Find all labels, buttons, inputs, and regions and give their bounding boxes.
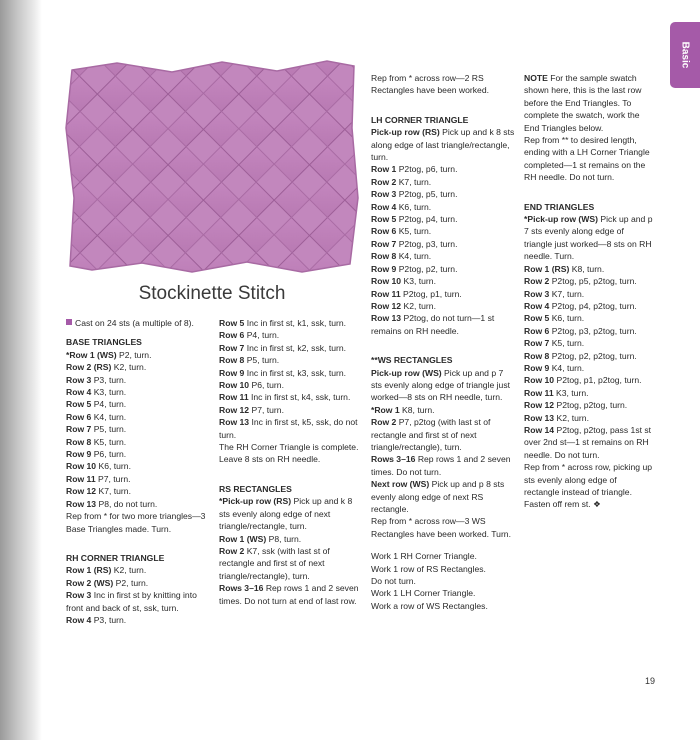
row-label: Row 12	[524, 400, 555, 411]
row-label: Row 3	[524, 288, 550, 299]
row-label: Row 5	[219, 318, 245, 328]
row-text: K6, turn.	[549, 313, 585, 324]
instruction-row	[219, 342, 364, 354]
instruction-row	[219, 379, 364, 391]
section-heading: BASE TRIANGLES	[66, 337, 142, 348]
row-label: Row 6	[219, 330, 245, 341]
row-text: P7, turn.	[95, 473, 131, 484]
instruction-text: Work a row of WS Rectangles.	[371, 600, 488, 611]
instruction-text: Rep from ** to desired length, ending with a LH Corner Triangle completed—1 st remains on the RH needle. Do not turn.	[524, 135, 650, 183]
row-label: Row 13	[219, 417, 250, 428]
section-heading: END TRIANGLES	[524, 201, 595, 212]
row-text: K2, turn.	[554, 412, 589, 423]
row-label: Rows 3–16	[371, 454, 416, 465]
row-text: Rep rows 1 and 2 seven times. Do not turn at end of last row.	[219, 583, 359, 606]
cast-on-note: Cast on 24 sts (a multiple of 8).	[66, 317, 211, 329]
row-text: Inc in first st, k5, ssk, do not turn.	[219, 417, 358, 440]
section-heading: RH CORNER TRIANGLE	[66, 552, 165, 563]
instructions-column-4	[524, 72, 654, 511]
row-label: Row 5	[66, 399, 92, 410]
row-label: Row 2	[219, 545, 245, 556]
instruction-row	[219, 545, 364, 582]
row-text: K7, ssk (with last st of rectangle and first st of next triangle/rectangle), turn.	[219, 545, 330, 581]
row-text: Pick up and p 8 sts evenly along edge of next RS rectangle.	[371, 479, 505, 514]
row-label: Row 3	[66, 590, 92, 601]
row-label: Row 1 (RS)	[524, 263, 570, 274]
instruction-row	[371, 416, 516, 453]
instruction-row	[66, 473, 211, 485]
instruction-row	[524, 399, 654, 411]
row-label: Row 7	[66, 424, 92, 435]
instruction-row	[524, 275, 654, 287]
instruction-row	[371, 188, 516, 200]
row-label: Row 6	[66, 411, 92, 422]
row-label: Next row (WS)	[371, 479, 430, 490]
row-label: Row 3	[371, 189, 397, 200]
row-text: K6, turn.	[396, 201, 432, 212]
row-text: P6, turn.	[249, 380, 284, 391]
row-text: P2tog, p6, turn.	[396, 164, 458, 175]
row-label: Row 13	[66, 498, 97, 509]
row-label: Row 11	[371, 288, 401, 299]
row-text: P3, turn.	[91, 614, 127, 625]
row-label: Row 9	[524, 362, 550, 373]
row-label: Row 7	[524, 338, 550, 349]
instruction-row	[524, 337, 654, 349]
spacer	[371, 97, 516, 107]
spacer	[219, 466, 364, 476]
row-text: P2, turn.	[113, 577, 149, 588]
row-label: Row 5	[371, 214, 397, 225]
row-label: Rows 3–16	[219, 583, 264, 594]
row-text: P2tog, p1, p2tog, turn.	[554, 375, 642, 386]
bullet-square-icon	[66, 319, 72, 325]
instruction-row	[66, 498, 211, 510]
row-text: P2tog, p3, turn.	[396, 238, 458, 249]
row-label: Row 14	[524, 424, 555, 435]
row-text: P2tog, p5, turn.	[396, 189, 458, 200]
row-text: P2tog, p5, p2tog, turn.	[549, 276, 637, 287]
row-label: Row 12	[219, 404, 250, 415]
row-text: K7, turn.	[549, 288, 585, 299]
instruction-row	[524, 213, 654, 263]
row-label: Row 2	[371, 176, 397, 187]
row-text: P2tog, p2tog, turn.	[554, 400, 628, 411]
row-label: Row 4	[66, 387, 92, 398]
instruction-text: Rep from * across row—3 WS Rectangles have been worked. Turn.	[371, 516, 511, 539]
section-tab	[670, 22, 700, 88]
book-spine-shadow	[0, 0, 42, 740]
row-text: P5, turn.	[91, 424, 127, 435]
row-label: Row 4	[524, 300, 550, 311]
row-text: P2tog, p1, turn.	[400, 288, 462, 299]
row-text: Pick up and k 8 sts evenly along edge of next triangle/rectangle, turn.	[219, 496, 353, 532]
instruction-row	[524, 288, 654, 300]
instruction-row	[371, 478, 516, 515]
row-text: P2tog, p2, turn.	[396, 263, 458, 274]
row-text: K8, turn.	[399, 404, 435, 415]
spacer	[371, 337, 516, 347]
row-label: Pick-up row (RS)	[371, 127, 440, 138]
row-text: Pick up and p 7 sts evenly along edge of triangle just worked—8 sts on RH needle, turn.	[371, 367, 511, 403]
row-label: Row 11	[524, 387, 554, 398]
instruction-row	[524, 387, 654, 399]
instruction-row	[219, 404, 364, 416]
row-label: Row 11	[66, 473, 96, 484]
row-text: P2tog, p4, p2tog, turn.	[549, 300, 637, 311]
spacer	[66, 535, 211, 545]
instruction-row	[371, 275, 516, 287]
page-number: 19	[645, 676, 656, 686]
instruction-row	[66, 460, 211, 472]
instruction-text: The RH Corner Triangle is complete. Leave 8 sts on RH needle.	[219, 442, 359, 465]
row-label: Row 8	[219, 355, 245, 366]
row-label: Row 5	[524, 313, 550, 324]
instruction-row	[66, 436, 211, 448]
row-label: Pick-up row (WS)	[371, 367, 442, 378]
row-text: K4, turn.	[396, 251, 432, 262]
instructions-column-1	[66, 317, 211, 626]
instruction-text: Work 1 LH Corner Triangle.	[371, 588, 476, 599]
instructions-column-2	[219, 317, 364, 607]
row-label: *Pick-up row (WS)	[524, 214, 599, 225]
instruction-row	[219, 317, 364, 329]
instruction-row	[66, 398, 211, 410]
instruction-row	[524, 263, 654, 275]
row-text: P8, turn.	[266, 533, 302, 544]
row-label: Row 9	[219, 367, 245, 378]
instruction-row	[371, 238, 516, 250]
instruction-row	[524, 350, 654, 362]
instruction-row	[66, 614, 211, 626]
instruction-row	[524, 325, 654, 337]
instruction-row	[66, 349, 211, 361]
instruction-row	[524, 374, 654, 386]
instruction-row	[219, 582, 364, 607]
row-text: P2tog, p2tog, pass 1st st over 2nd st—1 st remains on RH needle. Do not turn.	[524, 424, 652, 460]
row-text: P3, turn.	[91, 374, 127, 385]
section-heading: **WS RECTANGLES	[371, 355, 453, 366]
row-label: Row 2 (WS)	[66, 577, 114, 588]
row-text: K3, turn.	[401, 276, 436, 287]
row-text: K6, turn.	[96, 461, 131, 472]
row-text: K2, turn.	[111, 362, 147, 373]
instruction-row	[66, 423, 211, 435]
row-label: Row 10	[66, 461, 97, 472]
row-label: Row 7	[371, 238, 397, 249]
stitch-title: Stockinette Stitch	[138, 283, 286, 304]
row-text: K2, turn.	[401, 300, 436, 311]
instruction-row	[219, 416, 364, 441]
instruction-row	[371, 453, 516, 478]
instruction-row	[371, 250, 516, 262]
row-label: Row 8	[524, 350, 550, 361]
instruction-row	[524, 72, 654, 134]
instruction-row	[371, 225, 516, 237]
instruction-text: Rep from * across row—2 RS Rectangles have been worked.	[371, 73, 490, 96]
instruction-row	[66, 386, 211, 398]
row-text: K5, turn.	[91, 436, 127, 447]
instruction-row	[66, 448, 211, 460]
row-label: Row 4	[371, 201, 397, 212]
instruction-row	[371, 288, 516, 300]
row-text: P4, turn.	[91, 399, 127, 410]
row-label: NOTE	[524, 73, 548, 83]
instruction-row	[66, 374, 211, 386]
row-label: *Row 1	[371, 404, 400, 415]
instruction-row	[66, 411, 211, 423]
spacer	[524, 184, 654, 194]
row-label: *Pick-up row (RS)	[219, 496, 292, 507]
instruction-row	[371, 263, 516, 275]
instruction-row	[66, 564, 211, 576]
instruction-row	[371, 312, 516, 337]
row-text: K4, turn.	[549, 362, 585, 373]
instructions-column-3	[371, 72, 516, 612]
row-text: Inc in first st, k2, ssk, turn.	[244, 342, 347, 353]
instruction-row	[371, 367, 516, 404]
instruction-row	[524, 412, 654, 424]
instruction-text: Rep from * across row, picking up sts evenly along edge of rectangle instead of triangle.	[524, 462, 653, 497]
instruction-text: Rep from * for two more triangles—3 Base Triangles made. Turn.	[66, 511, 206, 534]
row-text: K7, turn.	[396, 176, 432, 187]
instruction-text: Work 1 RH Corner Triangle.	[371, 551, 477, 562]
row-text: P7, p2tog (with last st of rectangle and first st of next triangle/rectangle), turn.	[371, 417, 491, 452]
row-text: K3, turn.	[553, 387, 589, 398]
row-label: Row 7	[219, 342, 245, 353]
instruction-row	[219, 367, 364, 379]
row-text: P4, turn.	[244, 330, 280, 341]
row-label: Row 13	[524, 412, 555, 423]
row-label: Row 10	[524, 375, 555, 386]
instruction-row	[524, 312, 654, 324]
row-text: K2, turn.	[111, 565, 147, 576]
row-text: P2tog, p4, turn.	[396, 214, 458, 225]
row-label: Row 9	[66, 449, 92, 460]
instruction-row	[371, 126, 516, 163]
row-label: *Row 1 (WS)	[66, 349, 117, 360]
instruction-row	[371, 213, 516, 225]
instruction-row	[371, 176, 516, 188]
row-text: Inc in first st, k3, ssk, turn.	[244, 367, 347, 378]
row-label: Row 2	[524, 276, 550, 287]
row-label: Row 2 (RS)	[66, 362, 112, 373]
row-text: For the sample swatch shown here, this is the last row before the End Triangles. To complete the swatch, work the End Triangles below.	[524, 73, 642, 133]
instruction-row	[371, 163, 516, 175]
row-text: K5, turn.	[396, 226, 432, 237]
section-heading: LH CORNER TRIANGLE	[371, 114, 469, 125]
row-text: P6, turn.	[91, 449, 127, 460]
row-text: P2tog, do not turn—1 st remains on RH needle.	[371, 313, 495, 336]
row-label: Row 12	[371, 300, 402, 311]
instruction-row	[219, 391, 364, 403]
instruction-text: Work 1 row of RS Rectangles.	[371, 563, 486, 574]
row-text: Pick up and k 8 sts along edge of last triangle/rectangle, turn.	[371, 127, 515, 163]
instruction-row	[219, 354, 364, 366]
row-label: Row 8	[371, 251, 397, 262]
row-text: P2tog, p2, p2tog, turn.	[549, 350, 637, 361]
swatch-photo	[62, 58, 362, 276]
row-label: Row 2	[371, 417, 397, 428]
instruction-row	[219, 495, 364, 532]
section-heading: RS RECTANGLES	[219, 483, 292, 494]
row-label: Row 1 (RS)	[66, 565, 112, 576]
row-label: Row 9	[371, 263, 397, 274]
instruction-row	[371, 300, 516, 312]
section-tab-label: Basic	[679, 41, 691, 69]
row-text: P2tog, p3, p2tog, turn.	[549, 325, 637, 336]
instruction-row	[524, 300, 654, 312]
instruction-text: Do not turn.	[371, 576, 416, 587]
row-label: Row 3	[66, 374, 92, 385]
instruction-row	[66, 361, 211, 373]
row-text: K5, turn.	[549, 338, 585, 349]
row-text: P8, do not turn.	[96, 498, 158, 509]
row-text: Inc in first st, k4, ssk, turn.	[248, 392, 351, 403]
row-label: Row 1	[371, 164, 397, 175]
row-text: Inc in first st by knitting into front and back of st, ssk, turn.	[66, 590, 197, 613]
row-label: Row 4	[66, 614, 92, 625]
instruction-row	[371, 404, 516, 416]
row-label: Row 1 (WS)	[219, 533, 267, 544]
instruction-row	[219, 533, 364, 545]
row-text: K3, turn.	[91, 387, 127, 398]
row-label: Row 13	[371, 313, 402, 324]
row-text: K7, turn.	[96, 486, 131, 497]
row-text: P2, turn.	[116, 349, 152, 360]
row-label: Row 10	[371, 276, 402, 287]
row-text: P7, turn.	[249, 404, 284, 415]
instruction-text: Fasten off rem st. ❖	[524, 499, 601, 510]
row-text: Pick up and p 7 sts evenly along edge of triangle just worked—8 sts on RH needle. Turn.	[524, 214, 653, 262]
instruction-row	[66, 577, 211, 589]
instruction-row	[219, 329, 364, 341]
spacer	[371, 540, 516, 550]
row-label: Row 6	[524, 325, 550, 336]
instruction-row	[524, 362, 654, 374]
row-text: P5, turn.	[244, 355, 280, 366]
row-label: Row 12	[66, 486, 97, 497]
instruction-row	[66, 485, 211, 497]
row-text: K8, turn.	[569, 263, 605, 274]
row-label: Row 6	[371, 226, 397, 237]
row-label: Row 8	[66, 436, 92, 447]
instruction-row	[371, 201, 516, 213]
row-text: Rep rows 1 and 2 seven times. Do not turn.	[371, 454, 511, 477]
row-text: K4, turn.	[91, 411, 127, 422]
row-label: Row 11	[219, 392, 249, 403]
row-label: Row 10	[219, 380, 250, 391]
instruction-row	[524, 424, 654, 461]
row-text: Inc in first st, k1, ssk, turn.	[244, 318, 347, 328]
instruction-row	[66, 589, 211, 614]
